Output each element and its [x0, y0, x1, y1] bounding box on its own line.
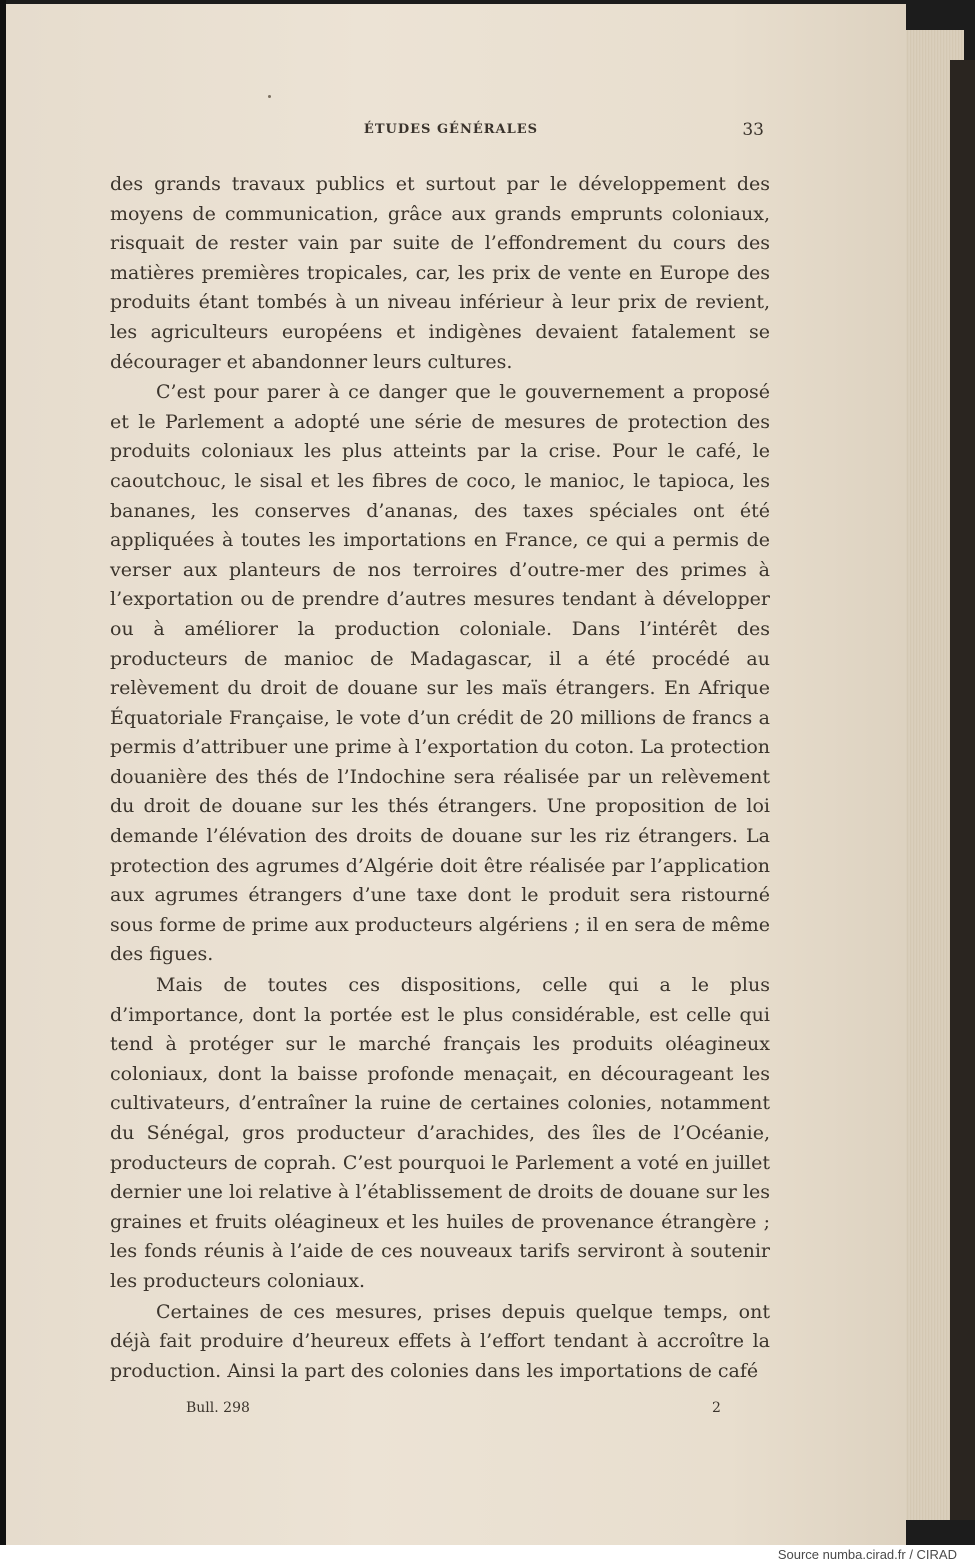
print-speck	[268, 95, 271, 98]
running-head	[120, 122, 770, 146]
source-caption: Source numba.cirad.fr / CIRAD	[777, 1547, 957, 1562]
paragraph-1: des grands travaux publics et surtout par le développement des moyens de communication, grâce aux grands emprunts coloniaux, risquait de rester vain par suite de l’effondrement du cours des matières premières tropicales, car, les prix de vente en Europe des produits étant tombés à un niveau inférieur à leur prix de revient, les agriculteurs européens et indigènes devaient fatalement se décourager et abandonner leurs cultures.	[110, 173, 770, 373]
page-number: 33	[742, 120, 764, 140]
paragraph-3: Mais de toutes ces dispositions, celle qui a le plus d’importance, dont la portée est le plus considérable, est celle qui tend à protéger sur le marché français les produits oléagineux coloniaux, dont la baisse profonde menaçait, en décourageant les cultivateurs, d’entraîner la ruine de certaines colonies, notamment du Sénégal, gros producteur d’arachides, des îles de l’Océanie, producteurs de coprah. C’est pourquoi le Parlement a voté en juillet dernier une loi relative à l’établissement de droits de douane sur les graines et fruits oléagineux et les huiles de provenance étrangère ; les fonds réunis à l’aide de ces nouveaux tarifs serviront à soutenir les producteurs coloniaux.	[110, 974, 770, 1292]
running-title: ÉTUDES GÉNÉRALES	[363, 122, 539, 137]
body-text	[110, 170, 770, 1386]
paragraph-4: Certaines de ces mesures, prises depuis quelque temps, ont déjà fait produire d’heureux effets à l’effort tendant à accroître la production. Ainsi la part des colonies dans les importations de café	[110, 1300, 770, 1382]
book-cover-edge	[950, 60, 975, 1520]
footer-signature: Bull. 298	[186, 1400, 250, 1416]
paragraph-2: C’est pour parer à ce danger que le gouvernement a proposé et le Parlement a adopté une série de mesures de protection des produits coloniaux les plus atteints par la crise. Pour le café, le caoutchouc, le sisal et les fibres de coco, le manioc, le tapioca, les bananes, les conserves d’ananas, des taxes spéciales ont été appliquées à toutes les importations en France, ce qui a permis de verser aux planteurs de nos terroires d’outre-mer des primes à l’exportation ou de prendre d’autres mesures tendant à développer ou à améliorer la production coloniale. Dans l’intérêt des producteurs de manioc de Madagascar, il a été procédé au relèvement du droit de douane sur les maïs étrangers. En Afrique Équatoriale Française, le vote d’un crédit de 20 millions de francs a permis d’attribuer une prime à l’exportation du coton. La protection douanière des thés de l’Indochine sera réalisée par un relèvement du droit de douane sur les thés étrangers. Une proposition de loi demande l’élévation des droits de douane sur les riz étrangers. La protection des agrumes d’Algérie doit être réalisée par l’application aux agrumes étrangers d’une taxe dont le produit sera ristourné sous forme de prime aux producteurs algériens ; il en sera de même des figues.	[110, 381, 770, 966]
footer-sheet-number: 2	[712, 1400, 721, 1416]
